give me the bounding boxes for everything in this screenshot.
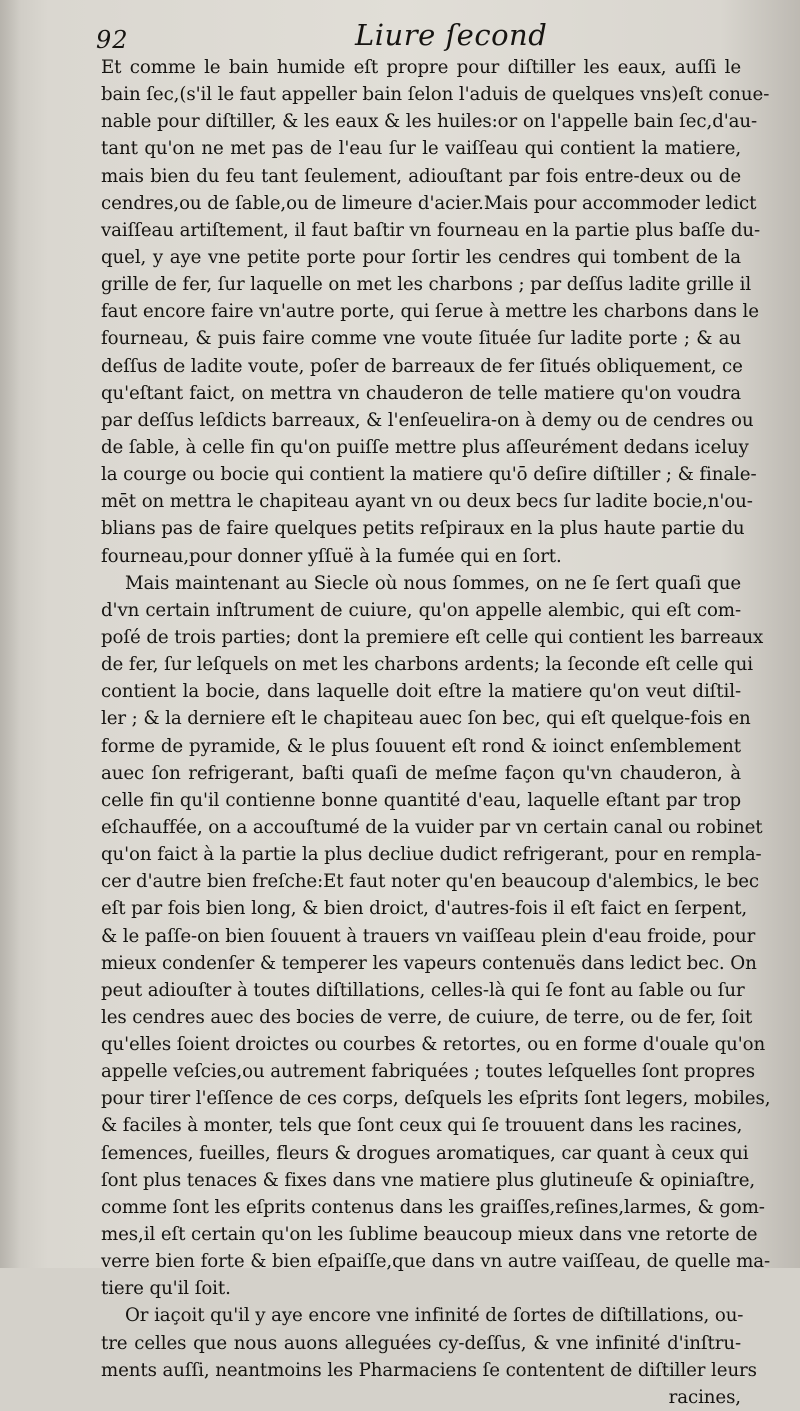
text-line: eſt par fois bien long, & bien droict, d'autres-fois il eſt faict en ſerpent, xyxy=(101,898,748,920)
text-line: mēt on mettra le chapiteau ayant vn ou deux becs ſur ladite bocie,n'ou- xyxy=(101,491,753,513)
text-line: celle fin qu'il contienne bonne quantité d'eau, laquelle eſtant par trop xyxy=(101,789,741,811)
page-number: 92 xyxy=(96,26,129,54)
text-line: la courge ou bocie qui contient la matiere qu'ō deſire diſtiller ; & finale- xyxy=(101,464,757,486)
text-line: par deſſus leſdicts barreaux, & l'enſeuelira-on à demy ou de cendres ou xyxy=(101,409,754,431)
text-line: vaiſſeau artiſtement, il faut baſtir vn fourneau en la partie plus baſſe du- xyxy=(101,219,761,241)
text-line: tant qu'on ne met pas de l'eau ſur le vaiſſeau qui contient la matiere, xyxy=(101,138,741,160)
text-line: appelle veſcies,ou autrement fabriquées ; toutes leſquelles ſont propres xyxy=(101,1061,756,1083)
text-line: ler ; & la derniere eſt le chapiteau auec ſon bec, qui eſt quelque-fois en xyxy=(101,708,751,730)
text-line: qu'eſtant faict, on mettra vn chauderon de telle matiere qu'on voudra xyxy=(101,382,741,404)
text-line: blians pas de faire quelques petits reſpiraux en la plus haute partie du xyxy=(101,518,745,540)
text-line: de fer, ſur leſquels on met les charbons ardents; la ſeconde eſt celle qui xyxy=(101,654,753,676)
text-line: mieux condenſer & temperer les vapeurs contenuës dans ledict bec. On xyxy=(101,952,757,974)
text-line: eſchauffée, on a accouſtumé de la vuider par vn certain canal ou robinet xyxy=(101,816,763,838)
body-text xyxy=(101,54,771,1411)
text-line: qu'on faict à la partie la plus decliue dudict refrigerant, pour en rempla- xyxy=(101,844,762,866)
text-line: Or iaçoit qu'il y aye encore vne infinité de ſortes de diſtillations, ou- xyxy=(125,1305,744,1327)
text-line: quel, y aye vne petite porte pour ſortir les cendres qui tombent de la xyxy=(101,246,741,268)
text-line: qu'elles ſoient droictes ou courbes & retortes, ou en forme d'ouale qu'on xyxy=(101,1034,766,1056)
text-line: mes,il eſt certain qu'on les ſublime beaucoup mieux dans vne retorte de xyxy=(101,1224,758,1246)
text-line: d'vn certain inſtrument de cuiure, qu'on appelle alembic, qui eſt com- xyxy=(101,599,741,621)
text-line: poſé de trois parties; dont la premiere eſt celle qui contient les barreaux xyxy=(101,626,764,648)
text-line: Mais maintenant au Siecle où nous ſommes, on ne ſe ſert quaſi que xyxy=(125,572,741,594)
text-line: de ſable, à celle fin qu'on puiſſe mettre plus aſſeurément dedans iceluy xyxy=(101,436,749,458)
catchword: racines, xyxy=(668,1386,741,1408)
text-line: fourneau,pour donner yſſuë à la fumée qui en ſort. xyxy=(101,545,562,567)
text-line: deſſus de ladite voute, poſer de barreaux de fer ſitués obliquement, ce xyxy=(101,355,743,377)
text-line: mais bien du feu tant ſeulement, adiouſtant par fois entre-deux ou de xyxy=(101,165,741,187)
text-line: grille de fer, ſur laquelle on met les charbons ; par deſſus ladite grille il xyxy=(101,274,752,296)
text-line: & le paſſe-on bien ſouuent à trauers vn vaiſſeau plein d'eau froide, pour xyxy=(101,925,756,947)
text-line: pour tirer l'eſſence de ces corps, deſquels les eſprits ſont legers, mobiles, xyxy=(101,1088,771,1110)
text-line: forme de pyramide, & le plus ſouuent eſt rond & ioinct enſemblement xyxy=(101,735,741,757)
text-line: peut adiouſter à toutes diſtillations, celles-là qui ſe font au ſable ou ſur xyxy=(101,979,745,1001)
text-line: Et comme le bain humide eſt propre pour diſtiller les eaux, auſſi le xyxy=(101,57,741,78)
text-line: cer d'autre bien freſche:Et faut noter qu'en beaucoup d'alembics, le bec xyxy=(101,871,760,893)
text-line: tiere qu'il ſoit. xyxy=(101,1278,231,1300)
text-line: bain ſec,(s'il le faut appeller bain ſelon l'aduis de quelques vns)eſt conue- xyxy=(101,84,770,106)
text-line: les cendres auec des bocies de verre, de cuiure, de terre, ou de fer, ſoit xyxy=(101,1006,753,1028)
running-title: Liure ſecond xyxy=(355,18,548,52)
text-line: ſont plus tenaces & fixes dans vne matiere plus glutineuſe & opiniaſtre, xyxy=(101,1169,756,1191)
text-line: & faciles à monter, tels que ſont ceux qui ſe trouuent dans les racines, xyxy=(101,1115,743,1137)
text-line: ſemences, fueilles, fleurs & drogues aromatiques, car quant à ceux qui xyxy=(101,1142,749,1164)
text-line: fourneau, & puis faire comme vne voute ſituée ſur ladite porte ; & au xyxy=(101,328,741,350)
page-header xyxy=(0,14,800,54)
text-line: auec ſon refrigerant, baſti quaſi de meſme façon qu'vn chauderon, à xyxy=(101,762,741,784)
text-line: faut encore faire vn'autre porte, qui ſerue à mettre les charbons dans le xyxy=(101,301,759,323)
text-line: tre celles que nous auons alleguées cy-deſſus, & vne infinité d'inſtru- xyxy=(101,1332,741,1354)
text-line: comme ſont les eſprits contenus dans les graiſſes,reſines,larmes, & gom- xyxy=(101,1196,765,1218)
gutter-shadow xyxy=(0,0,20,1268)
text-line: verre bien forte & bien eſpaiſſe,que dans vn autre vaiſſeau, de quelle ma- xyxy=(101,1251,771,1273)
text-line: cendres,ou de ſable,ou de limeure d'acier.Mais pour accommoder ledict xyxy=(101,192,757,214)
text-line: contient la bocie, dans laquelle doit eſtre la matiere qu'on veut diſtil- xyxy=(101,681,741,703)
text-line: nable pour diſtiller, & les eaux & les huiles:or on l'appelle bain ſec,d'au- xyxy=(101,111,758,133)
text-line: ments auſſi, neantmoins les Pharmaciens ſe contentent de diſtiller leurs xyxy=(101,1359,757,1381)
